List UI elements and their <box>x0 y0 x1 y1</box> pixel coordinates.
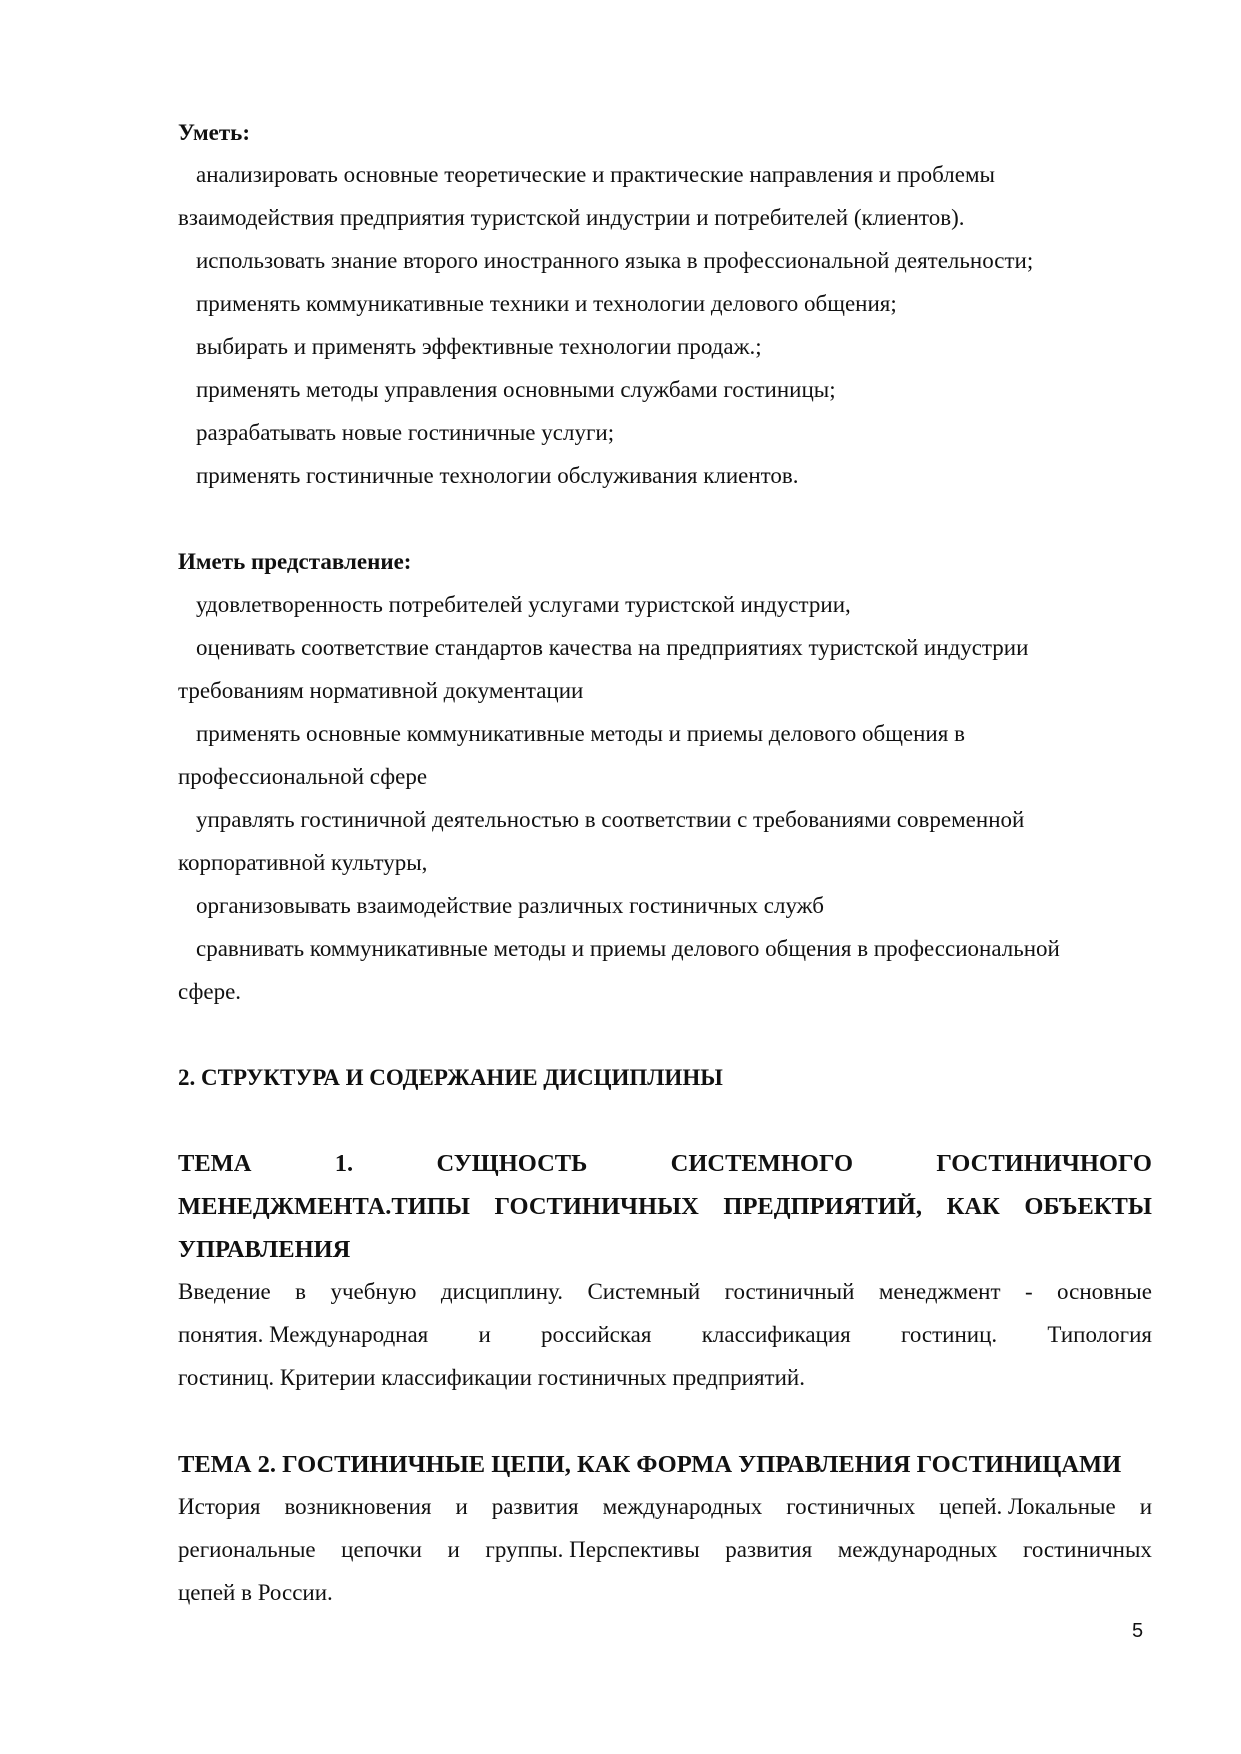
topic1-title-word: ОБЪЕКТЫ <box>1024 1193 1152 1220</box>
topic2-body-line3: цепей в России. <box>178 1580 333 1605</box>
topic1-body-word: учебную <box>330 1279 417 1304</box>
topic1-title-word: МЕНЕДЖМЕНТА.ТИПЫ <box>178 1193 470 1220</box>
topic2-body-word: гостиничных <box>786 1494 916 1519</box>
awareness-line: применять основные коммуникативные методы и приемы делового общения в <box>196 721 965 746</box>
topic1-body-word: основные <box>1057 1279 1152 1304</box>
topic1-body-word: понятия. Международная <box>178 1322 429 1347</box>
awareness-line: управлять гостиничной деятельностью в соответствии с требованиями современной <box>196 807 1025 832</box>
topic1-body-word: и <box>478 1322 491 1347</box>
skills-line: применять методы управления основными службами гостиницы; <box>196 377 836 402</box>
skills-line: использовать знание второго иностранного языка в профессиональной деятельности; <box>196 248 1034 273</box>
topic1-title-word: ПРЕДПРИЯТИЙ, <box>723 1193 922 1220</box>
topic1-body-word: Типология <box>1047 1322 1152 1347</box>
topic1-body-word: гостиниц. <box>900 1322 998 1347</box>
skills-line: взаимодействия предприятия туристской индустрии и потребителей (клиентов). <box>178 205 965 230</box>
awareness-line: сфере. <box>178 979 242 1004</box>
awareness-line: организовывать взаимодействие различных гостиничных служб <box>196 893 824 918</box>
topic2-body-row <box>178 1537 1152 1563</box>
topic2-body-word: международных <box>602 1494 763 1519</box>
topic1-body-word: дисциплину. <box>440 1279 564 1304</box>
awareness-line: оценивать соответствие стандартов качества на предприятиях туристской индустрии <box>196 635 1029 660</box>
section-title: 2. СТРУКТУРА И СОДЕРЖАНИЕ ДИСЦИПЛИНЫ <box>178 1065 723 1090</box>
topic2-body-word: развития <box>725 1537 813 1562</box>
topic1-title-line2-wrap <box>178 1193 1152 1221</box>
topic1-title-word: ГОСТИНИЧНЫХ <box>494 1193 699 1220</box>
skills-heading: Уметь: <box>178 120 250 145</box>
topic1-title <box>178 1150 1152 1178</box>
topic2-body-word: региональные <box>178 1537 316 1562</box>
topic2-body-word: цепочки <box>341 1537 422 1562</box>
skills-line: выбирать и применять эффективные технологии продаж.; <box>196 334 762 359</box>
topic1-body-word: - <box>1024 1279 1033 1304</box>
topic1-body-word: менеджмент <box>878 1279 1001 1304</box>
topic2-body-line1 <box>178 1494 1152 1520</box>
topic2-body-word: группы. Перспективы <box>485 1537 700 1562</box>
topic1-body-line3: гостиниц. Критерии классификации гостиничных предприятий. <box>178 1365 805 1390</box>
topic1-body-word: классификация <box>701 1322 851 1347</box>
topic2-body-word: гостиничных <box>1022 1537 1152 1562</box>
skills-line: анализировать основные теоретические и практические направления и проблемы <box>196 162 995 187</box>
topic2-body-word: развития <box>491 1494 579 1519</box>
topic2-body-word: История <box>178 1494 261 1519</box>
awareness-line: профессиональной сфере <box>178 764 428 789</box>
skills-line: разрабатывать новые гостиничные услуги; <box>196 420 615 445</box>
topic1-body-row <box>178 1279 1152 1305</box>
topic2-body-word: и <box>1139 1494 1152 1519</box>
awareness-heading: Иметь представление: <box>178 549 412 574</box>
topic1-title-word: ГОСТИНИЧНОГО <box>936 1150 1152 1177</box>
topic1-body-word: гостиничный <box>724 1279 855 1304</box>
topic1-title-word: 1. <box>334 1150 354 1177</box>
topic2-body-word: международных <box>837 1537 998 1562</box>
topic1-title-word: КАК <box>946 1193 1000 1220</box>
awareness-line: требованиям нормативной документации <box>178 678 584 703</box>
topic1-body-word: российская <box>541 1322 652 1347</box>
topic1-body-line1 <box>178 1279 1152 1305</box>
topic1-body-word: Системный <box>587 1279 701 1304</box>
topic2-body-word: и <box>447 1537 460 1562</box>
skills-line: применять гостиничные технологии обслуживания клиентов. <box>196 463 799 488</box>
topic1-body-row <box>178 1322 1152 1348</box>
topic1-title-line1 <box>178 1150 1152 1178</box>
topic2-body-word: возникновения <box>284 1494 432 1519</box>
awareness-line: корпоративной культуры, <box>178 850 428 875</box>
topic1-title-word: СУЩНОСТЬ <box>436 1150 588 1177</box>
topic1-title-word: ТЕМА <box>178 1150 252 1177</box>
topic1-body-word: в <box>295 1279 307 1304</box>
topic2-body-row <box>178 1494 1152 1520</box>
awareness-line: сравнивать коммуникативные методы и приемы делового общения в профессиональной <box>196 936 1060 961</box>
topic2-body-line2 <box>178 1537 1152 1563</box>
topic2-body-word: и <box>455 1494 468 1519</box>
topic1-title-line2 <box>178 1193 1152 1221</box>
awareness-line: удовлетворенность потребителей услугами туристской индустрии, <box>196 592 851 617</box>
skills-line: применять коммуникативные техники и технологии делового общения; <box>196 291 897 316</box>
topic2-body-word: цепей. Локальные <box>939 1494 1116 1519</box>
topic2-title: ТЕМА 2. ГОСТИНИЧНЫЕ ЦЕПИ, КАК ФОРМА УПРАВЛЕНИЯ ГОСТИНИЦАМИ <box>178 1451 1122 1478</box>
topic1-body-line2 <box>178 1322 1152 1348</box>
page-number: 5 <box>1132 1620 1144 1642</box>
topic1-body-word: Введение <box>178 1279 271 1304</box>
topic1-title-line3: УПРАВЛЕНИЯ <box>178 1236 351 1263</box>
topic1-title-word: СИСТЕМНОГО <box>670 1150 854 1177</box>
